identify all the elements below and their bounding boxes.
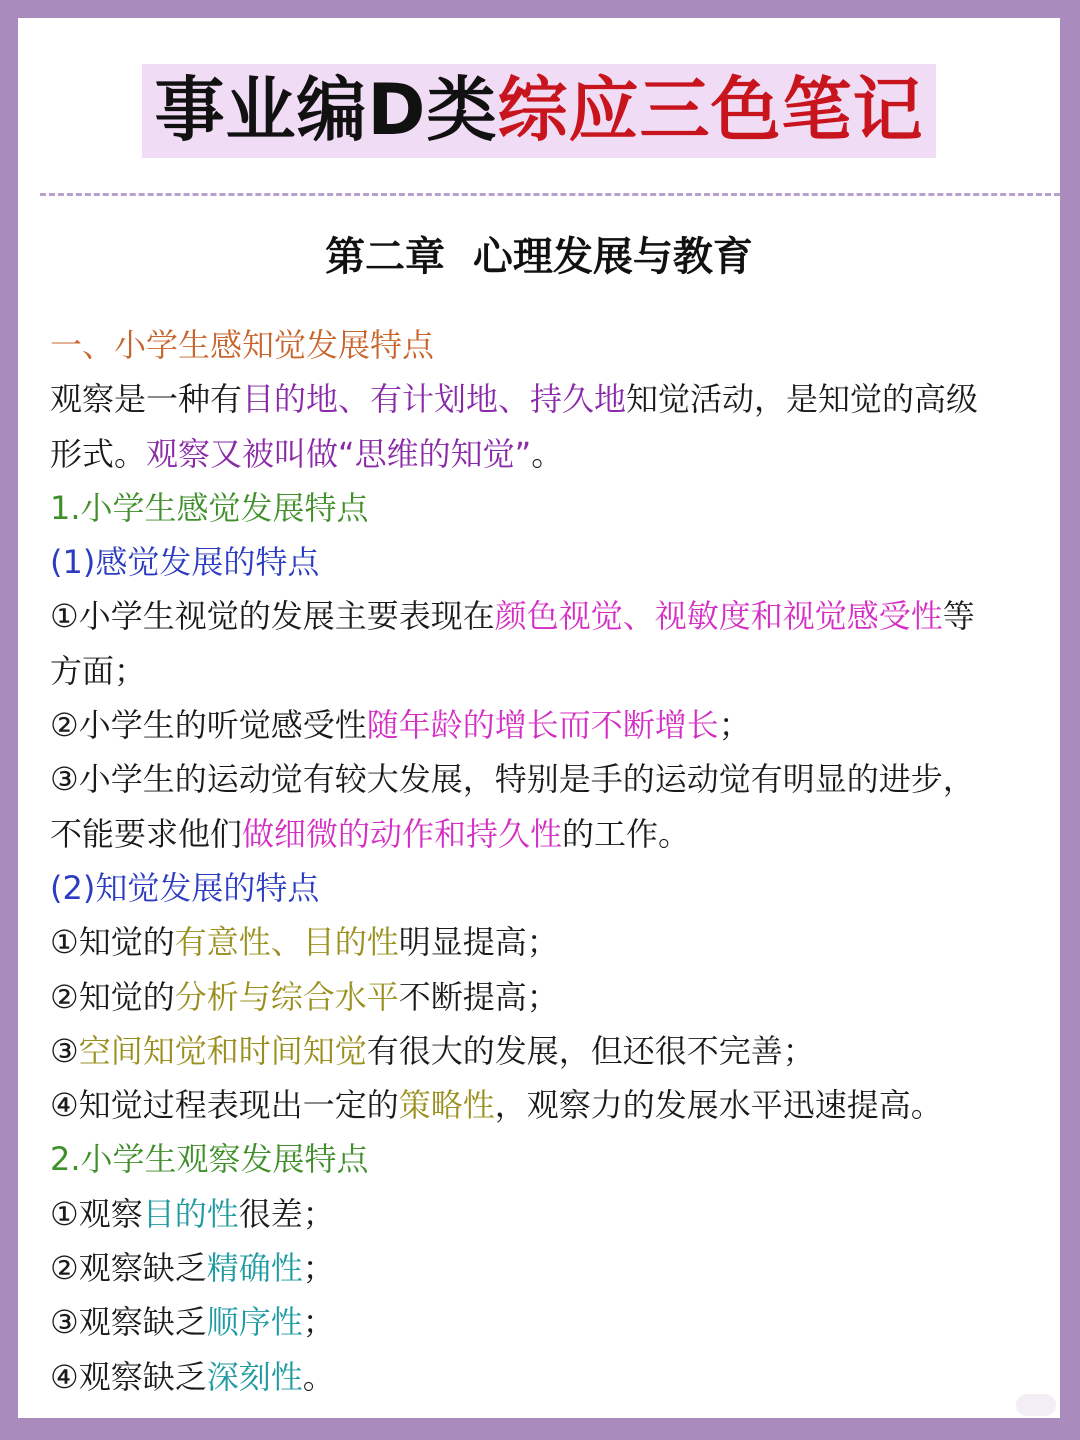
text: 不能要求他们 [50, 814, 243, 853]
highlight-text: 做细微的动作和持久性 [242, 814, 563, 853]
watermark-badge [1016, 1394, 1056, 1416]
title-banner [18, 64, 1060, 158]
note-body [50, 318, 1040, 1404]
dashed-divider [40, 193, 1060, 196]
text: 的工作。 [562, 814, 691, 853]
highlight-text: 颜色视觉、视敏度和视觉感受性 [494, 597, 943, 636]
subsection-heading-2: 2.小学生观察发展特点 [50, 1140, 369, 1179]
highlight-text: 分析与综合水平 [174, 977, 399, 1016]
section-heading-1: 一、小学生感知觉发展特点 [50, 326, 435, 364]
text: ②知觉的 [50, 977, 175, 1016]
perception-item-1 [50, 915, 1040, 969]
note-card [18, 18, 1060, 1418]
page-title [142, 64, 935, 158]
text: ④知觉过程表现出一定的 [50, 1086, 399, 1125]
perception-item-2 [50, 970, 1040, 1024]
highlight-text: 顺序性 [206, 1303, 303, 1342]
perception-item-4 [50, 1078, 1040, 1132]
sense-item-2 [50, 698, 1040, 752]
sense-item-1 [50, 589, 1040, 643]
text: ； [718, 706, 751, 745]
sense-item-3: ③小学生的运动觉有较大发展，特别是手的运动觉有明显的进步， [50, 760, 975, 799]
observation-item-1 [50, 1187, 1040, 1241]
highlight-text: 精确性 [206, 1249, 303, 1288]
highlight-text: 观察又被叫做“思维的知觉” [146, 434, 532, 473]
highlight-text: 随年龄的增长而不断增长 [366, 706, 719, 745]
chapter-heading: 第二章 心理发展与教育 [325, 234, 753, 280]
highlight-text: 深刻性 [206, 1357, 303, 1396]
text: 很差； [238, 1194, 335, 1233]
text: 不断提高； [398, 977, 559, 1016]
title-part-red: 综应三色笔记 [497, 69, 924, 151]
sense-item-1-cont: 方面； [50, 651, 147, 690]
text: ②观察缺乏 [50, 1249, 207, 1288]
intro-line-1 [50, 372, 1040, 426]
intro-line-2 [50, 427, 1040, 481]
text: 明显提高； [398, 923, 559, 962]
text: ； [302, 1249, 335, 1288]
perception-item-3 [50, 1024, 1040, 1078]
sub-subsection-heading-2: (2)知觉发展的特点 [50, 868, 320, 907]
text: ③观察缺乏 [50, 1303, 207, 1342]
text: ①小学生视觉的发展主要表现在 [50, 597, 495, 636]
text: ，观察力的发展水平迅速提高。 [494, 1086, 943, 1125]
text: 。 [531, 434, 564, 473]
text: ②小学生的听觉感受性 [50, 706, 367, 745]
highlight-text: 有意性、目的性 [174, 923, 399, 962]
observation-item-2 [50, 1241, 1040, 1295]
text: 等 [942, 597, 975, 636]
text: 形式。 [50, 434, 147, 473]
subsection-heading-1: 1.小学生感觉发展特点 [50, 488, 369, 527]
text: 。 [302, 1357, 335, 1396]
observation-item-3 [50, 1295, 1040, 1349]
sense-item-3-cont [50, 807, 1040, 861]
text: 观察是一种有 [50, 380, 243, 419]
text: ④观察缺乏 [50, 1357, 207, 1396]
highlight-text: 目的性 [142, 1194, 239, 1233]
text: ③ [50, 1031, 79, 1070]
text: 有很大的发展，但还很不完善； [366, 1031, 815, 1070]
highlight-text: 策略性 [398, 1086, 495, 1125]
text: ①观察 [50, 1194, 143, 1233]
text: ； [302, 1303, 335, 1342]
highlight-text: 空间知觉和时间知觉 [78, 1031, 367, 1070]
observation-item-4 [50, 1350, 1040, 1404]
highlight-text: 目的地、有计划地、持久地 [242, 380, 627, 419]
sub-subsection-heading-1: (1)感觉发展的特点 [50, 543, 320, 582]
text: 知觉活动，是知觉的高级 [626, 380, 979, 419]
text: ①知觉的 [50, 923, 175, 962]
title-part-black: 事业编D类 [154, 69, 498, 151]
